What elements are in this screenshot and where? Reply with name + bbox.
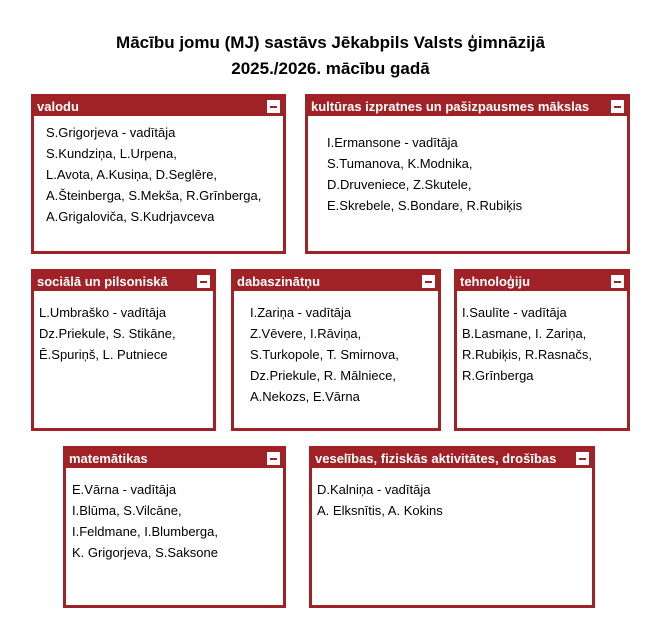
minimize-icon[interactable]: [422, 275, 435, 288]
panel-body: [312, 468, 592, 521]
minimize-icon[interactable]: [267, 100, 280, 113]
panel-body: [34, 116, 283, 227]
member-line: I.Zariņa - vadītāja: [250, 305, 352, 320]
panel-sociala: [31, 269, 216, 431]
member-line: S.Turkopole, T. Smirnova,: [250, 347, 399, 362]
panel-title: matemātikas: [69, 451, 148, 466]
member-line: E.Vārna - vadītāja: [72, 482, 177, 497]
member-line: A. Elksnītis, A. Kokins: [317, 503, 443, 518]
member-line: B.Lasmane, I. Zariņa,: [462, 326, 587, 341]
member-line: L.Umbraško - vadītāja: [39, 305, 167, 320]
minimize-icon[interactable]: [267, 452, 280, 465]
member-line: R.Grīnberga: [462, 368, 534, 383]
panel-header: [457, 272, 627, 291]
member-line: Dz.Priekule, R. Mālniece,: [250, 368, 396, 383]
member-line: Z.Vēvere, I.Rāviņa,: [250, 326, 362, 341]
minimize-icon[interactable]: [611, 100, 624, 113]
panel-header: [66, 449, 283, 468]
panel-header: [308, 97, 627, 116]
panel-valodu: [31, 94, 286, 254]
panel-body: [308, 116, 627, 216]
member-line: D.Kalniņa - vadītāja: [317, 482, 431, 497]
panel-kulturas: [305, 94, 630, 254]
minimize-icon[interactable]: [576, 452, 589, 465]
panel-title: veselības, fiziskās aktivitātes, drošības: [315, 451, 557, 466]
member-line: I.Feldmane, I.Blumberga,: [72, 524, 218, 539]
member-line: E.Skrebele, S.Bondare, R.Rubiķis: [327, 198, 523, 213]
page-title: [0, 30, 661, 82]
minimize-icon[interactable]: [611, 275, 624, 288]
member-line: D.Druveniece, Z.Skutele,: [327, 177, 472, 192]
minimize-icon[interactable]: [197, 275, 210, 288]
panel-veselibas: [309, 446, 595, 608]
panel-header: [34, 272, 213, 291]
panel-tehnologiju: [454, 269, 630, 431]
panel-title: kultūras izpratnes un pašizpausmes mākslas: [311, 99, 590, 114]
panel-title: tehnoloģiju: [460, 274, 531, 289]
member-line: A.Nekozs, E.Vārna: [250, 389, 360, 404]
member-line: R.Rubiķis, R.Rasnačs,: [462, 347, 593, 362]
member-line: I.Blūma, S.Vilcāne,: [72, 503, 182, 518]
title-line-1: Mācību jomu (MJ) sastāvs Jēkabpils Valsts ģimnāzijā: [116, 33, 545, 52]
panel-body: [34, 291, 213, 365]
panel-dabaszinatnu: [231, 269, 441, 431]
member-line: A.Šteinberga, S.Mekša, R.Grīnberga,: [46, 188, 262, 203]
panel-title: sociālā un pilsoniskā: [37, 274, 168, 289]
member-line: A.Grigaloviča, S.Kudrjavceva: [46, 209, 215, 224]
panel-title: dabaszinātņu: [237, 274, 321, 289]
member-line: S.Grigorjeva - vadītāja: [46, 125, 176, 140]
member-line: I.Saulīte - vadītāja: [462, 305, 567, 320]
panel-matematikas: [63, 446, 286, 608]
member-line: K. Grigorjeva, S.Saksone: [72, 545, 218, 560]
panel-body: [234, 291, 438, 407]
panel-body: [66, 468, 283, 563]
member-line: Ē.Spuriņš, L. Putniece: [39, 347, 168, 362]
member-line: I.Ermansone - vadītāja: [327, 135, 458, 150]
member-line: S.Tumanova, K.Modnika,: [327, 156, 473, 171]
panel-header: [312, 449, 592, 468]
panel-header: [34, 97, 283, 116]
panel-title: valodu: [37, 99, 79, 114]
member-line: S.Kundziņa, L.Urpena,: [46, 146, 177, 161]
panel-header: [234, 272, 438, 291]
member-line: L.Avota, A.Kusiņa, D.Seglēre,: [46, 167, 218, 182]
title-line-2: 2025./2026. mācību gadā: [231, 59, 430, 78]
panel-body: [457, 291, 627, 386]
member-line: Dz.Priekule, S. Stikāne,: [39, 326, 176, 341]
